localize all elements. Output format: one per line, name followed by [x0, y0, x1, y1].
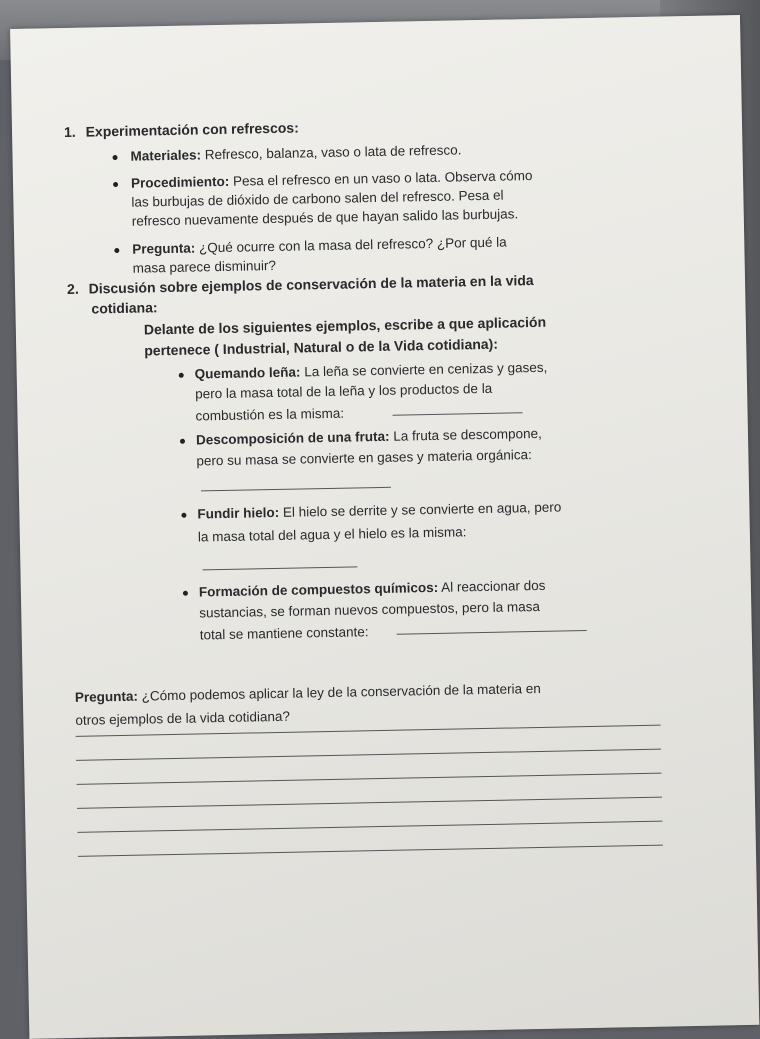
- answer-line[interactable]: [77, 821, 662, 833]
- final-question-label: Pregunta:: [74, 688, 139, 705]
- materials-item: [130, 140, 461, 165]
- answer-line[interactable]: [393, 412, 523, 415]
- question-label: Pregunta:: [132, 240, 196, 257]
- example-line-1: Al reaccionar dos: [441, 577, 546, 595]
- instruction-line-2: pertenece ( Industrial, Natural o de la Vida cotidiana):: [144, 335, 499, 359]
- worksheet-paper: [10, 15, 759, 1039]
- final-question-line-1: ¿Cómo podemos aplicar la ley de la conservación de la materia en: [141, 680, 541, 704]
- procedure-line-3: refresco nuevamente después de que hayan salido las burbujas.: [131, 206, 519, 229]
- materials-text: Refresco, balanza, vaso o lata de refresco.: [204, 142, 462, 163]
- example-line-1: El hielo se derrite y se convierte en agua, pero: [282, 499, 562, 520]
- section-2-title-line-1: Discusión sobre ejemplos de conservación de la materia en la vida: [88, 272, 534, 297]
- bullet-dot: [180, 439, 185, 444]
- bullet-dot: [113, 182, 118, 187]
- procedure-line-2: las burbujas de dióxido de carbono salen del refresco. Pesa el: [131, 187, 504, 210]
- example-line-1: La leña se convierte en cenizas y gases,: [304, 359, 548, 380]
- example-label: Descomposición de una fruta:: [195, 428, 390, 448]
- section-1-number: 1.: [63, 123, 76, 140]
- question-line-2: masa parece disminuir?: [132, 257, 277, 276]
- section-1-title: Experimentación con refrescos:: [85, 119, 299, 140]
- example-line-3: combustión es la misma:: [195, 405, 345, 424]
- bullet-dot: [114, 248, 119, 253]
- section-2-title-line-2: cotidiana:: [91, 299, 158, 317]
- answer-line[interactable]: [76, 749, 661, 761]
- example-line-2: la masa total del agua y el hielo es la misma:: [197, 524, 467, 545]
- example-melting-ice: [197, 498, 561, 524]
- bullet-dot: [113, 155, 118, 160]
- bullet-dot: [181, 513, 186, 518]
- worksheet-content: [10, 15, 759, 1039]
- answer-line[interactable]: [397, 630, 587, 635]
- example-line-2: pero la masa total de la leña y los productos de la: [194, 380, 493, 402]
- example-line-2: pero su masa se convierte en gases y materia orgánica:: [196, 447, 532, 469]
- bullet-dot: [183, 591, 188, 596]
- question-line-1: ¿Qué ocurre con la masa del refresco? ¿Por qué la: [198, 234, 507, 256]
- materials-label: Materiales:: [130, 147, 202, 164]
- example-line-3: total se mantiene constante:: [199, 624, 369, 643]
- bullet-dot: [179, 373, 184, 378]
- final-question: [75, 679, 541, 707]
- final-question-line-2: otros ejemplos de la vida cotidiana?: [75, 708, 291, 728]
- example-label: Fundir hielo:: [197, 504, 280, 522]
- answer-line[interactable]: [202, 566, 357, 570]
- example-label: Formación de compuestos químicos:: [198, 579, 439, 600]
- example-line-2: sustancias, se forman nuevos compuestos, pero la masa: [199, 598, 541, 621]
- example-label: Quemando leña:: [194, 364, 301, 382]
- example-burning-wood: [195, 358, 548, 384]
- answer-line[interactable]: [77, 773, 662, 785]
- answer-line[interactable]: [78, 845, 663, 857]
- answer-line[interactable]: [77, 797, 662, 809]
- section-2-number: 2.: [66, 280, 79, 297]
- section-1-heading: [64, 118, 299, 142]
- example-line-1: La fruta se descompone,: [393, 425, 542, 444]
- procedure-label: Procedimiento:: [130, 173, 230, 191]
- answer-line[interactable]: [201, 487, 391, 492]
- instruction-line-1: Delante de los siguientes ejemplos, escribe a que aplicación: [143, 313, 547, 338]
- question-item: [132, 233, 507, 259]
- procedure-line-1: Pesa el refresco en un vaso o lata. Observa cómo: [232, 168, 533, 189]
